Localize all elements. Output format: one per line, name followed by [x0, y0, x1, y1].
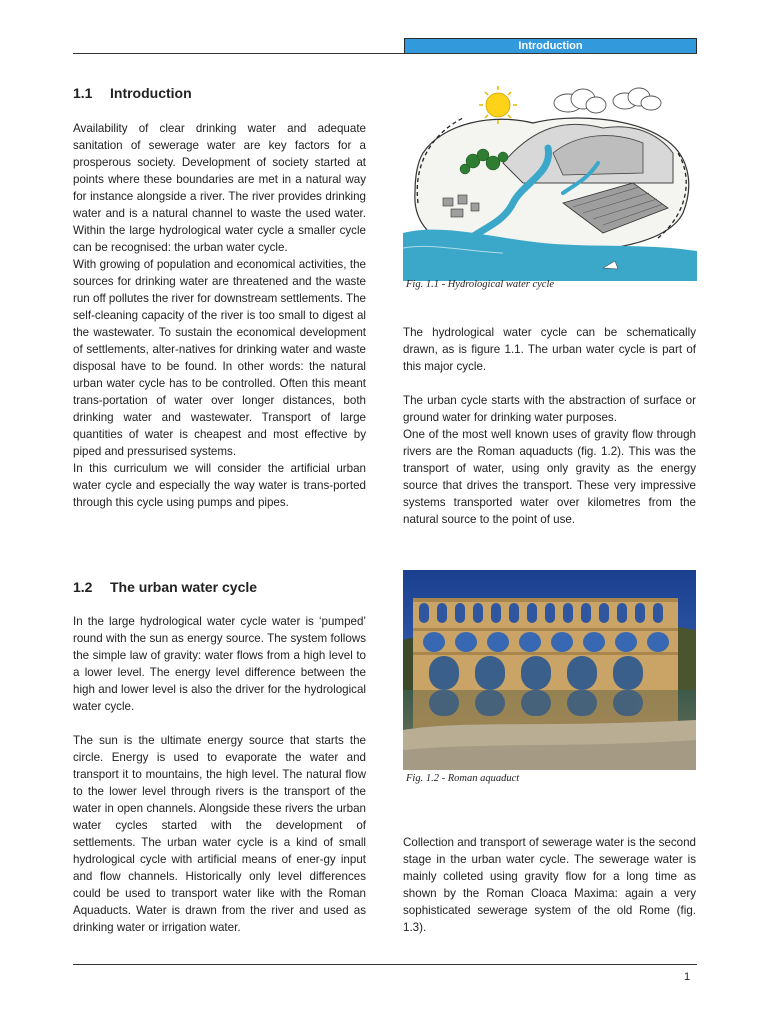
right-text-block-3: [403, 834, 696, 936]
page-number: 1: [684, 971, 691, 983]
right-text-block-1: [403, 324, 696, 375]
section-heading-1-2: [73, 579, 257, 595]
paragraph: The hydrological water cycle can be schematically drawn, as is figure 1.1. The urban water cycle is part of this major cycle.: [403, 326, 696, 373]
paragraph: Availability of clear drinking water and adequate sanitation of sewerage water are key factors for a prosperous society. Development of society started at points where these boundaries are met in a natural way for instance alongside a river. The river provides drinking water and is a natural channel to waste the used water. Within the large hydrological water cycle a smaller cycle can be recognised: the urban water cycle.: [73, 122, 366, 254]
sun-icon: [479, 86, 517, 124]
roman-aqueduct-photo: [403, 570, 696, 770]
paragraph: One of the most well known uses of gravity flow through rivers are the Roman aquaducts (fig. 1.2). This was the transport of water, using only gravity as the energy source that drives the transport. These very impressive systems transported water over kilometres from the natural source to the point of use.: [403, 428, 696, 526]
section-1-1-body: [73, 120, 366, 511]
right-text-block-2: [403, 392, 696, 528]
paragraph: Collection and transport of sewerage water is the second stage in the urban water cycle. The sewerage water is mainly colleted using gravity flow for a long time as shown by the Roman Cloaca Maxima: again a very sophisticated sewerage system of the old Rome (fig. 1.3).: [403, 836, 696, 934]
cloud-icon: [554, 88, 661, 113]
section-1-2-body: [73, 613, 366, 936]
section-title: The urban water cycle: [110, 579, 258, 595]
section-header-tab: Introduction: [404, 38, 697, 54]
figure-1-1-caption: Fig. 1.1 - Hydrological water cycle: [406, 279, 555, 290]
top-divider: [73, 53, 697, 54]
figure-1-2-caption: Fig. 1.2 - Roman aquaduct: [406, 773, 520, 784]
paragraph: With growing of population and economical activities, the sources for drinking water are threatened and the waste run off pollutes the river for downstream settlements. The self-cleaning capacity of the river is too small to digest al the wastewater. To sustain the economical development of settlements, alter-natives for drinking water and waste disposal have to be found. In other words: the natural urban water cycle has to be controlled. Often this meant trans-portation of water over longer distances, both drinking water and wastewater. Transport of large quantities of water is cheapest and most effective by piped and pressurised systems.: [73, 258, 366, 458]
paragraph: In this curriculum we will consider the artificial urban water cycle and especially the way water is trans-ported through this cycle using pumps and pipes.: [73, 462, 366, 509]
section-number: 1.1: [73, 85, 93, 101]
section-number: 1.2: [73, 579, 93, 595]
paragraph: The urban cycle starts with the abstraction of surface or ground water for drinking water purposes.: [403, 394, 696, 424]
section-title: Introduction: [110, 85, 192, 101]
paragraph: The sun is the ultimate energy source that starts the circle. Energy is used to evaporate the water and transport it to mountains, the high level. The natural flow to the lower level through rivers is the transport of the water in open channels. Alongside these rivers the urban water cycles started with the development of settlements. The urban water cycle is a kind of small hydrological cycle with artificial means of ener-gy input and flow channels. Historically only level differences could be used to transport water like with the Roman Aquaducts. Water is drawn from the river and used as drinking water or irrigation water.: [73, 734, 366, 934]
paragraph: In the large hydrological water cycle water is ‘pumped’ round with the sun as energy source. The system follows the simple law of gravity: water flows from a high level to a lower level. The energy level difference between the high and lower level is also the driver for the hydrological water cycle.: [73, 615, 366, 713]
hydrological-cycle-figure: [403, 83, 697, 281]
bottom-divider: [73, 964, 697, 965]
section-heading-1-1: [73, 85, 192, 101]
